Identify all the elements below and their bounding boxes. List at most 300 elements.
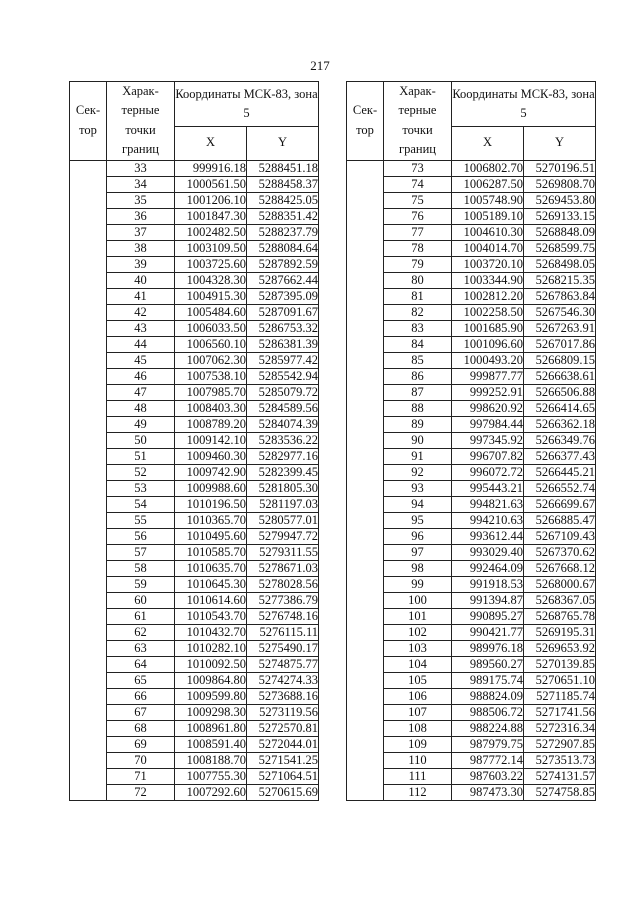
y-cell: 5266506.88 (524, 384, 596, 400)
y-cell: 5273119.56 (247, 704, 319, 720)
point-cell: 63 (107, 640, 175, 656)
point-cell: 66 (107, 688, 175, 704)
x-cell: 999916.18 (175, 160, 247, 176)
x-cell: 1010495.60 (175, 528, 247, 544)
y-cell: 5285542.94 (247, 368, 319, 384)
x-cell: 989560.27 (452, 656, 524, 672)
header-y: Y (247, 126, 319, 160)
table-row (347, 608, 596, 624)
point-cell: 59 (107, 576, 175, 592)
x-cell: 1003109.50 (175, 240, 247, 256)
x-cell: 1001685.90 (452, 320, 524, 336)
y-cell: 5267263.91 (524, 320, 596, 336)
table-row (70, 320, 319, 336)
table-row (70, 656, 319, 672)
point-cell: 88 (384, 400, 452, 416)
point-cell: 76 (384, 208, 452, 224)
y-cell: 5287662.44 (247, 272, 319, 288)
table-row (347, 480, 596, 496)
point-cell: 34 (107, 176, 175, 192)
x-cell: 1009599.80 (175, 688, 247, 704)
point-cell: 94 (384, 496, 452, 512)
x-cell: 998620.92 (452, 400, 524, 416)
table-row (347, 272, 596, 288)
y-cell: 5268848.09 (524, 224, 596, 240)
y-cell: 5288451.18 (247, 160, 319, 176)
x-cell: 991918.53 (452, 576, 524, 592)
y-cell: 5278671.03 (247, 560, 319, 576)
point-cell: 47 (107, 384, 175, 400)
point-cell: 39 (107, 256, 175, 272)
point-cell: 103 (384, 640, 452, 656)
point-cell: 102 (384, 624, 452, 640)
y-cell: 5269195.31 (524, 624, 596, 640)
point-cell: 55 (107, 512, 175, 528)
table-row (347, 512, 596, 528)
y-cell: 5288425.05 (247, 192, 319, 208)
x-cell: 1008188.70 (175, 752, 247, 768)
y-cell: 5272316.34 (524, 720, 596, 736)
x-cell: 1002812.20 (452, 288, 524, 304)
point-cell: 38 (107, 240, 175, 256)
y-cell: 5283536.22 (247, 432, 319, 448)
y-cell: 5288458.37 (247, 176, 319, 192)
y-cell: 5270196.51 (524, 160, 596, 176)
table-row (347, 528, 596, 544)
point-cell: 108 (384, 720, 452, 736)
y-cell: 5271741.56 (524, 704, 596, 720)
table-row (347, 544, 596, 560)
x-cell: 1003720.10 (452, 256, 524, 272)
point-cell: 80 (384, 272, 452, 288)
y-cell: 5286753.32 (247, 320, 319, 336)
x-cell: 1003344.90 (452, 272, 524, 288)
table-row (70, 160, 319, 176)
y-cell: 5276748.16 (247, 608, 319, 624)
y-cell: 5266445.21 (524, 464, 596, 480)
point-cell: 60 (107, 592, 175, 608)
point-cell: 75 (384, 192, 452, 208)
point-cell: 73 (384, 160, 452, 176)
x-cell: 1009298.30 (175, 704, 247, 720)
table-row (70, 704, 319, 720)
y-cell: 5281805.30 (247, 480, 319, 496)
point-cell: 68 (107, 720, 175, 736)
point-cell: 57 (107, 544, 175, 560)
x-cell: 1008403.30 (175, 400, 247, 416)
x-cell: 1010635.70 (175, 560, 247, 576)
point-cell: 92 (384, 464, 452, 480)
coordinates-table-left (69, 81, 319, 801)
y-cell: 5279947.72 (247, 528, 319, 544)
table-row (70, 768, 319, 784)
x-cell: 1007755.30 (175, 768, 247, 784)
x-cell: 987979.75 (452, 736, 524, 752)
y-cell: 5270139.85 (524, 656, 596, 672)
x-cell: 992464.09 (452, 560, 524, 576)
y-cell: 5270651.10 (524, 672, 596, 688)
point-cell: 107 (384, 704, 452, 720)
y-cell: 5266552.74 (524, 480, 596, 496)
x-cell: 1003725.60 (175, 256, 247, 272)
x-cell: 999252.91 (452, 384, 524, 400)
table-row (70, 448, 319, 464)
point-cell: 42 (107, 304, 175, 320)
y-cell: 5271064.51 (247, 768, 319, 784)
point-cell: 96 (384, 528, 452, 544)
y-cell: 5269653.92 (524, 640, 596, 656)
x-cell: 991394.87 (452, 592, 524, 608)
y-cell: 5284074.39 (247, 416, 319, 432)
point-cell: 111 (384, 768, 452, 784)
table-row (70, 256, 319, 272)
point-cell: 81 (384, 288, 452, 304)
x-cell: 996707.82 (452, 448, 524, 464)
x-cell: 988824.09 (452, 688, 524, 704)
x-cell: 1010543.70 (175, 608, 247, 624)
point-cell: 70 (107, 752, 175, 768)
point-cell: 40 (107, 272, 175, 288)
table-row (347, 704, 596, 720)
point-cell: 48 (107, 400, 175, 416)
table-row (70, 640, 319, 656)
x-cell: 1001847.30 (175, 208, 247, 224)
table-row (70, 224, 319, 240)
y-cell: 5268367.05 (524, 592, 596, 608)
table-row (347, 368, 596, 384)
y-cell: 5266362.18 (524, 416, 596, 432)
x-cell: 1008961.80 (175, 720, 247, 736)
x-cell: 1009142.10 (175, 432, 247, 448)
point-cell: 49 (107, 416, 175, 432)
x-cell: 1007985.70 (175, 384, 247, 400)
x-cell: 990421.77 (452, 624, 524, 640)
header-x: X (175, 126, 247, 160)
table-row (70, 400, 319, 416)
y-cell: 5274758.85 (524, 784, 596, 800)
table-row (347, 320, 596, 336)
point-cell: 54 (107, 496, 175, 512)
table-row (347, 752, 596, 768)
x-cell: 1005748.90 (452, 192, 524, 208)
y-cell: 5275490.17 (247, 640, 319, 656)
point-cell: 99 (384, 576, 452, 592)
table-row (70, 720, 319, 736)
table-row (347, 592, 596, 608)
x-cell: 997345.92 (452, 432, 524, 448)
point-cell: 95 (384, 512, 452, 528)
table-row (347, 384, 596, 400)
x-cell: 1005189.10 (452, 208, 524, 224)
y-cell: 5268599.75 (524, 240, 596, 256)
y-cell: 5286381.39 (247, 336, 319, 352)
point-cell: 87 (384, 384, 452, 400)
point-cell: 58 (107, 560, 175, 576)
y-cell: 5267370.62 (524, 544, 596, 560)
point-cell: 85 (384, 352, 452, 368)
y-cell: 5279311.55 (247, 544, 319, 560)
point-cell: 89 (384, 416, 452, 432)
table-row (347, 448, 596, 464)
x-cell: 994821.63 (452, 496, 524, 512)
table-row (70, 512, 319, 528)
point-cell: 78 (384, 240, 452, 256)
y-cell: 5273688.16 (247, 688, 319, 704)
y-cell: 5268000.67 (524, 576, 596, 592)
y-cell: 5276115.11 (247, 624, 319, 640)
table-row (70, 240, 319, 256)
y-cell: 5269453.80 (524, 192, 596, 208)
table-row (347, 288, 596, 304)
point-cell: 67 (107, 704, 175, 720)
table-row (70, 352, 319, 368)
table-row (347, 576, 596, 592)
table-row (70, 528, 319, 544)
point-cell: 100 (384, 592, 452, 608)
x-cell: 999877.77 (452, 368, 524, 384)
table-row (70, 736, 319, 752)
table-row (347, 192, 596, 208)
header-x: X (452, 126, 524, 160)
point-cell: 97 (384, 544, 452, 560)
y-cell: 5268498.05 (524, 256, 596, 272)
x-cell: 1010432.70 (175, 624, 247, 640)
x-cell: 995443.21 (452, 480, 524, 496)
table-row (347, 656, 596, 672)
point-cell: 33 (107, 160, 175, 176)
x-cell: 1002482.50 (175, 224, 247, 240)
y-cell: 5266699.67 (524, 496, 596, 512)
point-cell: 104 (384, 656, 452, 672)
x-cell: 1007062.30 (175, 352, 247, 368)
x-cell: 994210.63 (452, 512, 524, 528)
x-cell: 1009988.60 (175, 480, 247, 496)
point-cell: 105 (384, 672, 452, 688)
x-cell: 1006802.70 (452, 160, 524, 176)
y-cell: 5267668.12 (524, 560, 596, 576)
table-row (70, 176, 319, 192)
x-cell: 989976.18 (452, 640, 524, 656)
x-cell: 987603.22 (452, 768, 524, 784)
table-row (70, 544, 319, 560)
table-row (347, 160, 596, 176)
point-cell: 37 (107, 224, 175, 240)
x-cell: 993612.44 (452, 528, 524, 544)
y-cell: 5287091.67 (247, 304, 319, 320)
table-row (70, 560, 319, 576)
y-cell: 5268215.35 (524, 272, 596, 288)
x-cell: 1004328.30 (175, 272, 247, 288)
y-cell: 5287892.59 (247, 256, 319, 272)
x-cell: 987772.14 (452, 752, 524, 768)
table-row (347, 256, 596, 272)
point-cell: 84 (384, 336, 452, 352)
table-body-right (347, 160, 596, 800)
table-row (347, 736, 596, 752)
x-cell: 1009864.80 (175, 672, 247, 688)
point-cell: 44 (107, 336, 175, 352)
table-row (70, 752, 319, 768)
x-cell: 996072.72 (452, 464, 524, 480)
table-row (70, 304, 319, 320)
point-cell: 53 (107, 480, 175, 496)
point-cell: 41 (107, 288, 175, 304)
y-cell: 5266414.65 (524, 400, 596, 416)
x-cell: 1010282.10 (175, 640, 247, 656)
x-cell: 1006287.50 (452, 176, 524, 192)
table-row (70, 432, 319, 448)
x-cell: 989175.74 (452, 672, 524, 688)
point-cell: 90 (384, 432, 452, 448)
table-row (70, 416, 319, 432)
sector-cell (70, 160, 107, 800)
point-cell: 77 (384, 224, 452, 240)
x-cell: 1006560.10 (175, 336, 247, 352)
y-cell: 5288237.79 (247, 224, 319, 240)
table-row (70, 384, 319, 400)
point-cell: 51 (107, 448, 175, 464)
y-cell: 5274131.57 (524, 768, 596, 784)
point-cell: 74 (384, 176, 452, 192)
y-cell: 5285079.72 (247, 384, 319, 400)
x-cell: 1010585.70 (175, 544, 247, 560)
y-cell: 5288084.64 (247, 240, 319, 256)
x-cell: 1002258.50 (452, 304, 524, 320)
table-row (347, 784, 596, 800)
table-row (347, 720, 596, 736)
table-row (347, 768, 596, 784)
x-cell: 1007292.60 (175, 784, 247, 800)
table-row (70, 272, 319, 288)
y-cell: 5267546.30 (524, 304, 596, 320)
point-cell: 43 (107, 320, 175, 336)
point-cell: 112 (384, 784, 452, 800)
point-cell: 46 (107, 368, 175, 384)
x-cell: 993029.40 (452, 544, 524, 560)
x-cell: 1006033.50 (175, 320, 247, 336)
y-cell: 5278028.56 (247, 576, 319, 592)
x-cell: 1010614.60 (175, 592, 247, 608)
y-cell: 5282977.16 (247, 448, 319, 464)
table-row (70, 608, 319, 624)
y-cell: 5268765.78 (524, 608, 596, 624)
point-cell: 50 (107, 432, 175, 448)
table-row (347, 304, 596, 320)
header-coords: Координаты МСК-83, зона 5 (175, 82, 319, 127)
table-row (347, 464, 596, 480)
table-row (347, 688, 596, 704)
x-cell: 1001096.60 (452, 336, 524, 352)
point-cell: 61 (107, 608, 175, 624)
x-cell: 1010645.30 (175, 576, 247, 592)
x-cell: 990895.27 (452, 608, 524, 624)
point-cell: 101 (384, 608, 452, 624)
table-body-left (70, 160, 319, 800)
point-cell: 62 (107, 624, 175, 640)
table-row (347, 672, 596, 688)
table-row (70, 368, 319, 384)
x-cell: 987473.30 (452, 784, 524, 800)
table-row (347, 224, 596, 240)
table-row (347, 400, 596, 416)
y-cell: 5274875.77 (247, 656, 319, 672)
point-cell: 69 (107, 736, 175, 752)
y-cell: 5277386.79 (247, 592, 319, 608)
x-cell: 1000561.50 (175, 176, 247, 192)
x-cell: 1009460.30 (175, 448, 247, 464)
y-cell: 5288351.42 (247, 208, 319, 224)
x-cell: 1008591.40 (175, 736, 247, 752)
y-cell: 5280577.01 (247, 512, 319, 528)
point-cell: 98 (384, 560, 452, 576)
table-row (70, 464, 319, 480)
point-cell: 106 (384, 688, 452, 704)
table-row (347, 432, 596, 448)
y-cell: 5266349.76 (524, 432, 596, 448)
x-cell: 1008789.20 (175, 416, 247, 432)
x-cell: 997984.44 (452, 416, 524, 432)
y-cell: 5267017.86 (524, 336, 596, 352)
table-row (70, 208, 319, 224)
point-cell: 65 (107, 672, 175, 688)
x-cell: 1010092.50 (175, 656, 247, 672)
point-cell: 93 (384, 480, 452, 496)
table-row (347, 208, 596, 224)
point-cell: 35 (107, 192, 175, 208)
table-row (70, 592, 319, 608)
x-cell: 1007538.10 (175, 368, 247, 384)
point-cell: 79 (384, 256, 452, 272)
y-cell: 5272907.85 (524, 736, 596, 752)
point-cell: 71 (107, 768, 175, 784)
y-cell: 5281197.03 (247, 496, 319, 512)
y-cell: 5267109.43 (524, 528, 596, 544)
point-cell: 36 (107, 208, 175, 224)
y-cell: 5272044.01 (247, 736, 319, 752)
table-row (347, 176, 596, 192)
point-cell: 86 (384, 368, 452, 384)
x-cell: 1005484.60 (175, 304, 247, 320)
point-cell: 91 (384, 448, 452, 464)
point-cell: 52 (107, 464, 175, 480)
y-cell: 5274274.33 (247, 672, 319, 688)
x-cell: 1004610.30 (452, 224, 524, 240)
y-cell: 5273513.73 (524, 752, 596, 768)
y-cell: 5266377.43 (524, 448, 596, 464)
x-cell: 1001206.10 (175, 192, 247, 208)
y-cell: 5266638.61 (524, 368, 596, 384)
point-cell: 64 (107, 656, 175, 672)
x-cell: 1004014.70 (452, 240, 524, 256)
y-cell: 5266885.47 (524, 512, 596, 528)
y-cell: 5284589.56 (247, 400, 319, 416)
y-cell: 5267863.84 (524, 288, 596, 304)
table-row (70, 624, 319, 640)
x-cell: 1010196.50 (175, 496, 247, 512)
table-row (347, 624, 596, 640)
sector-cell (347, 160, 384, 800)
x-cell: 1009742.90 (175, 464, 247, 480)
x-cell: 988224.88 (452, 720, 524, 736)
x-cell: 1010365.70 (175, 512, 247, 528)
page-number: 217 (310, 58, 330, 73)
table-row (347, 416, 596, 432)
table-row (70, 480, 319, 496)
table-row (347, 336, 596, 352)
table-row (70, 288, 319, 304)
point-cell: 72 (107, 784, 175, 800)
x-cell: 988506.72 (452, 704, 524, 720)
